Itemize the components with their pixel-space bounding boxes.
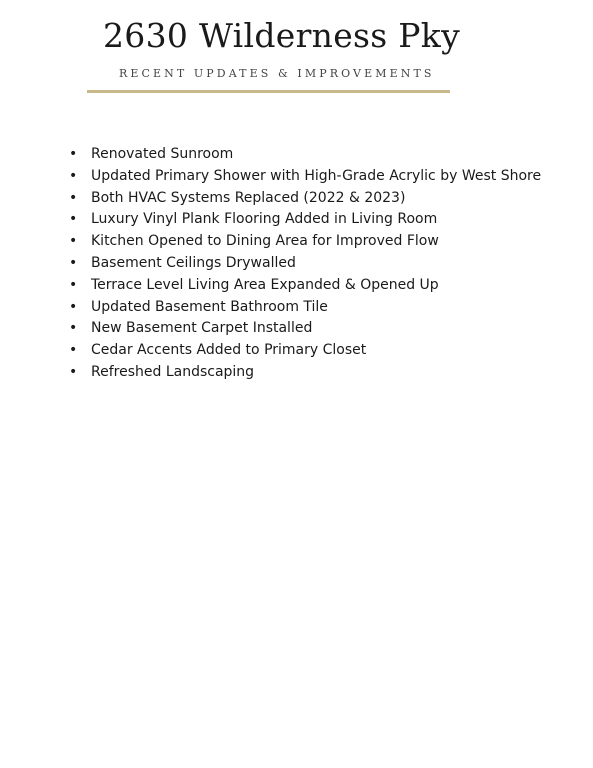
bullet-icon: • (69, 363, 78, 380)
list-item (64, 275, 574, 297)
bullet-icon: • (69, 189, 78, 206)
list-item-text: Kitchen Opened to Dining Area for Improved Flow (91, 233, 439, 250)
bullet-icon: • (69, 211, 78, 228)
list-item-text: Updated Basement Bathroom Tile (91, 298, 328, 315)
list-item (64, 166, 574, 188)
updates-list (64, 144, 574, 384)
list-item (64, 340, 574, 362)
list-item (64, 209, 574, 231)
page-title: 2630 Wilderness Pky (103, 16, 461, 55)
list-item (64, 188, 574, 210)
page-subtitle: RECENT UPDATES & IMPROVEMENTS (119, 67, 435, 80)
bullet-icon: • (69, 233, 78, 250)
list-item (64, 297, 574, 319)
list-item-text: Cedar Accents Added to Primary Closet (91, 342, 367, 359)
list-item (64, 144, 574, 166)
bullet-icon: • (69, 320, 78, 337)
bullet-icon: • (69, 342, 78, 359)
title-underline-divider (87, 90, 450, 93)
list-item (64, 362, 574, 384)
bullet-icon: • (69, 167, 78, 184)
bullet-icon: • (69, 276, 78, 293)
list-item (64, 253, 574, 275)
list-item (64, 231, 574, 253)
list-item (64, 318, 574, 340)
list-item-text: Refreshed Landscaping (91, 363, 255, 380)
bullet-icon: • (69, 298, 78, 315)
list-item-text: Both HVAC Systems Replaced (2022 & 2023) (91, 189, 406, 206)
bullet-icon: • (69, 146, 78, 162)
bullet-icon: • (69, 254, 78, 271)
list-item-text: New Basement Carpet Installed (91, 320, 313, 337)
list-item-text: Renovated Sunroom (91, 146, 234, 162)
list-item-text: Luxury Vinyl Plank Flooring Added in Living Room (91, 211, 438, 228)
list-item-text: Updated Primary Shower with High-Grade Acrylic by West Shore (91, 167, 542, 184)
list-item-text: Basement Ceilings Drywalled (91, 254, 296, 271)
list-item-text: Terrace Level Living Area Expanded & Opened Up (91, 276, 439, 293)
header (0, 0, 593, 100)
